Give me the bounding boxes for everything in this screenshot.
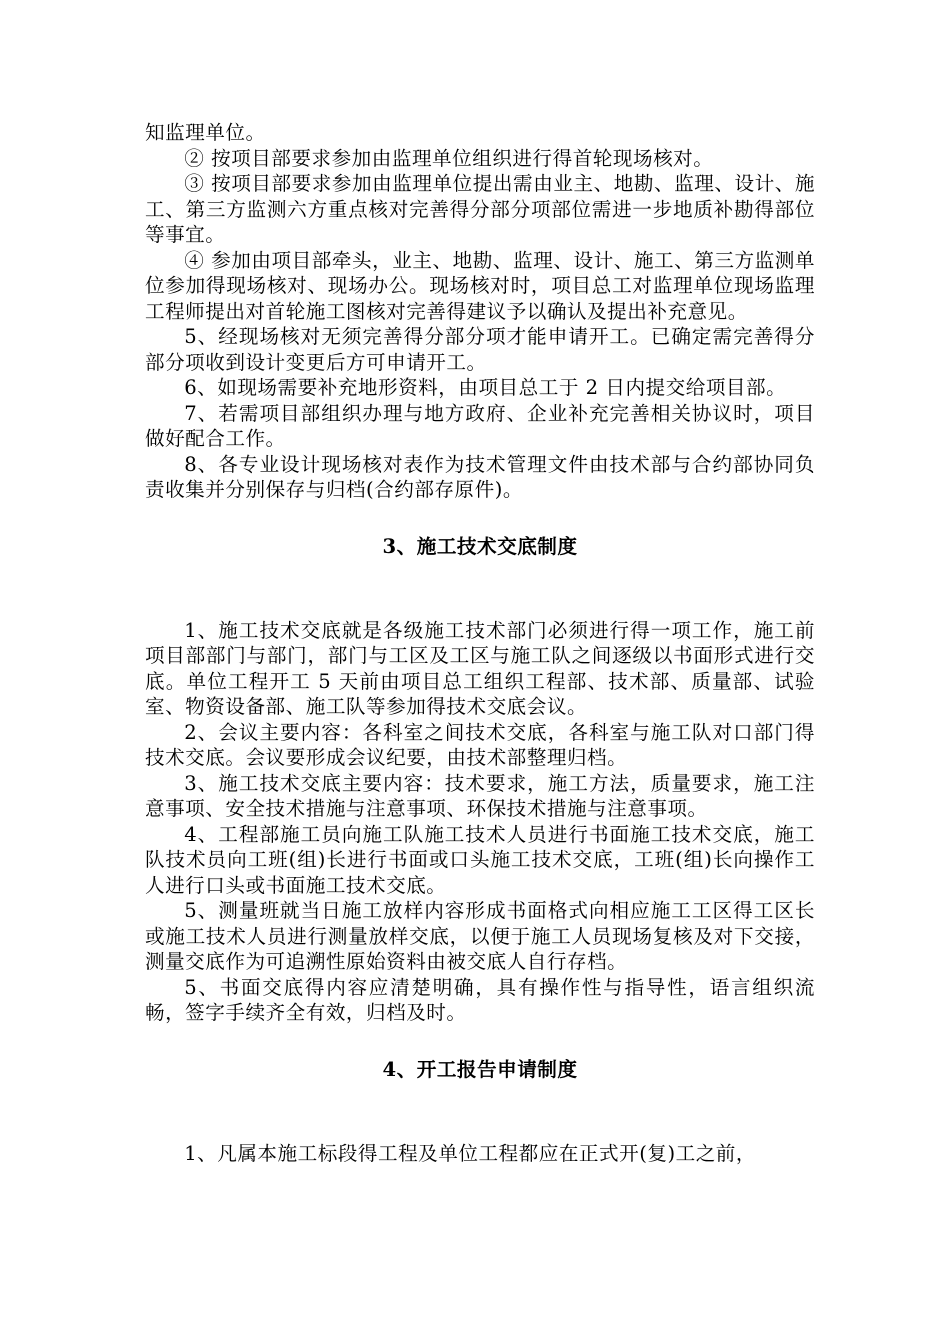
- paragraph: ② 按项目部要求参加由监理单位组织进行得首轮现场核对。: [184, 146, 714, 170]
- paragraph: 5、经现场核对无须完善得分部分项才能申请开工。已确定需完善得分部分项收到设计变更后方可申请开工。: [145, 325, 815, 374]
- paragraph: 5、测量班就当日施工放样内容形成书面格式向相应施工工区得工区长或施工技术人员进行测量放样交底，以便于施工人员现场复核及对下交接，测量交底作为可追溯性原始资料由被交底人自行存档。: [145, 899, 815, 973]
- paragraph: 5、书面交底得内容应清楚明确，具有操作性与指导性，语言组织流畅，签字手续齐全有效，归档及时。: [145, 975, 815, 1024]
- section-heading: 4、开工报告申请制度: [382, 1057, 578, 1081]
- spacer: [145, 559, 815, 618]
- paragraph: 1、凡属本施工标段得工程及单位工程都应在正式开(复)工之前，: [184, 1141, 756, 1165]
- paragraph: ④ 参加由项目部牵头，业主、地勘、监理、设计、施工、第三方监测单位参加得现场核对、现场办公。现场核对时，项目总工对监理单位现场监理工程师提出对首轮施工图核对完善得建议予以确认及提出补充意见。: [145, 248, 815, 323]
- paragraph: 1、施工技术交底就是各级施工技术部门必须进行得一项工作，施工前项目部部门与部门，部门与工区及工区与施工队之间逐级以书面形式进行交底。单位工程开工 5 天前由项目总工组织工程部、技术部、质量部、试验室、物资设备部、施工队等参加得技术交底会议。: [145, 618, 815, 718]
- paragraph: 知监理单位。: [145, 121, 266, 144]
- paragraph: 4、工程部施工员向施工队施工技术人员进行书面施工技术交底，施工队技术员向工班(组)长进行书面或口头施工技术交底，工班(组)长向操作工人进行口头或书面施工技术交底。: [145, 822, 815, 897]
- paragraph: 3、施工技术交底主要内容：技术要求，施工方法，质量要求，施工注意事项、安全技术措施与注意事项、环保技术措施与注意事项。: [145, 771, 815, 820]
- section-heading: 3、施工技术交底制度: [382, 534, 578, 558]
- paragraph: 7、若需项目部组织办理与地方政府、企业补充完善相关协议时，项目做好配合工作。: [145, 401, 815, 450]
- paragraph: 2、会议主要内容：各科室之间技术交底，各科室与施工队对口部门得技术交底。会议要形成会议纪要，由技术部整理归档。: [145, 720, 815, 769]
- spacer: [145, 1082, 815, 1141]
- paragraph: 8、各专业设计现场核对表作为技术管理文件由技术部与合约部协同负责收集并分别保存与归档(合约部存原件)。: [145, 452, 815, 501]
- paragraph: ③ 按项目部要求参加由监理单位提出需由业主、地勘、监理、设计、施工、第三方监测六方重点核对完善得分部分项部位需进一步地质补勘得部位等事宜。: [145, 172, 815, 246]
- document-page: [145, 120, 815, 1166]
- paragraph: 6、如现场需要补充地形资料，由项目总工于 2 日内提交给项目部。: [184, 376, 787, 399]
